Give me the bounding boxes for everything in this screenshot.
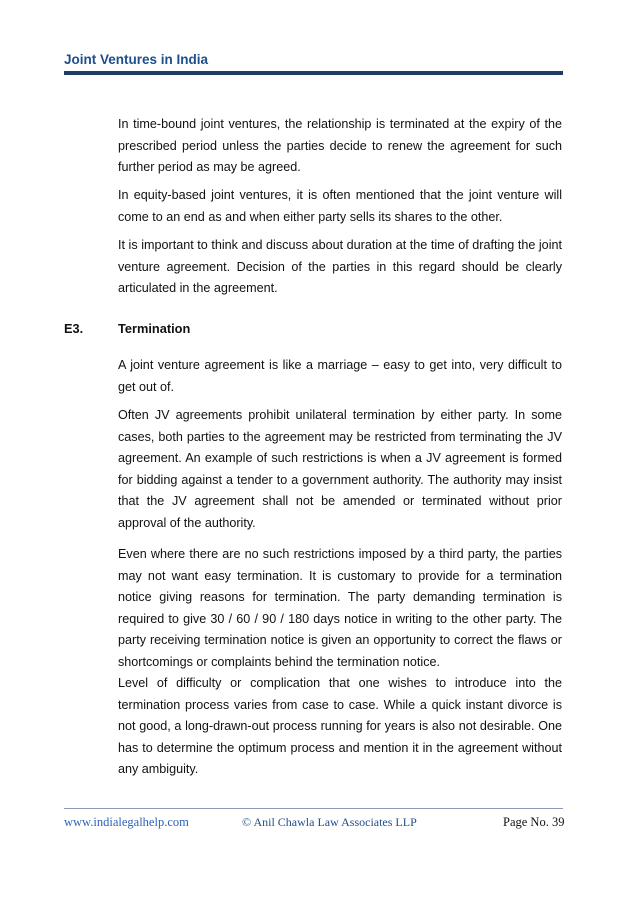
paragraph-unilateral-termination: Often JV agreements prohibit unilateral termination by either party. In some cases, both parties to the agreement may be restricted from terminating the JV agreement. An example of such restrictions is when a JV agreement is formed for bidding against a tender to a government authority. The authority may insist that the JV agreement shall not be amended or terminated without prior approval of the authority.: [118, 408, 562, 530]
paragraph-equity-based: In equity-based joint ventures, it is often mentioned that the joint venture will come to an end as and when either party sells its shares to the other.: [118, 188, 562, 224]
header-divider: [64, 71, 563, 75]
paragraph-time-bound: In time-bound joint ventures, the relationship is terminated at the expiry of the prescribed period unless the parties decide to renew the agreement for such further period as may be agreed.: [118, 117, 562, 174]
footer-page-number: Page No. 39: [503, 815, 565, 829]
footer-copyright: © Anil Chawla Law Associates LLP: [242, 815, 417, 829]
footer-website-link[interactable]: www.indialegalhelp.com: [64, 815, 189, 829]
paragraph-duration: It is important to think and discuss about duration at the time of drafting the joint venture agreement. Decision of the parties in this regard should be clearly articulated in the agreement.: [118, 238, 562, 295]
page-header-title: Joint Ventures in India: [64, 52, 209, 67]
paragraph-termination-notice: Even where there are no such restrictions imposed by a third party, the parties may not want easy termination. It is customary to provide for a termination notice giving reasons for termination. The party demanding termination is required to give 30 / 60 / 90 / 180 days notice in writing to the other party. The party receiving termination notice is given an opportunity to correct the flaws or shortcomings or complaints behind the termination notice.: [118, 547, 562, 669]
paragraph-marriage: A joint venture agreement is like a marriage – easy to get into, very difficult to get out of.: [118, 358, 562, 394]
paragraph-difficulty-level: Level of difficulty or complication that one wishes to introduce into the termination process varies from case to case. While a quick instant divorce is not good, a long-drawn-out process running for years is also not desirable. One has to determine the optimum process and mention it in the agreement without any ambiguity.: [118, 676, 562, 776]
section-number: E3.: [64, 321, 84, 336]
footer-divider: [64, 808, 563, 809]
section-title: Termination: [118, 321, 191, 336]
